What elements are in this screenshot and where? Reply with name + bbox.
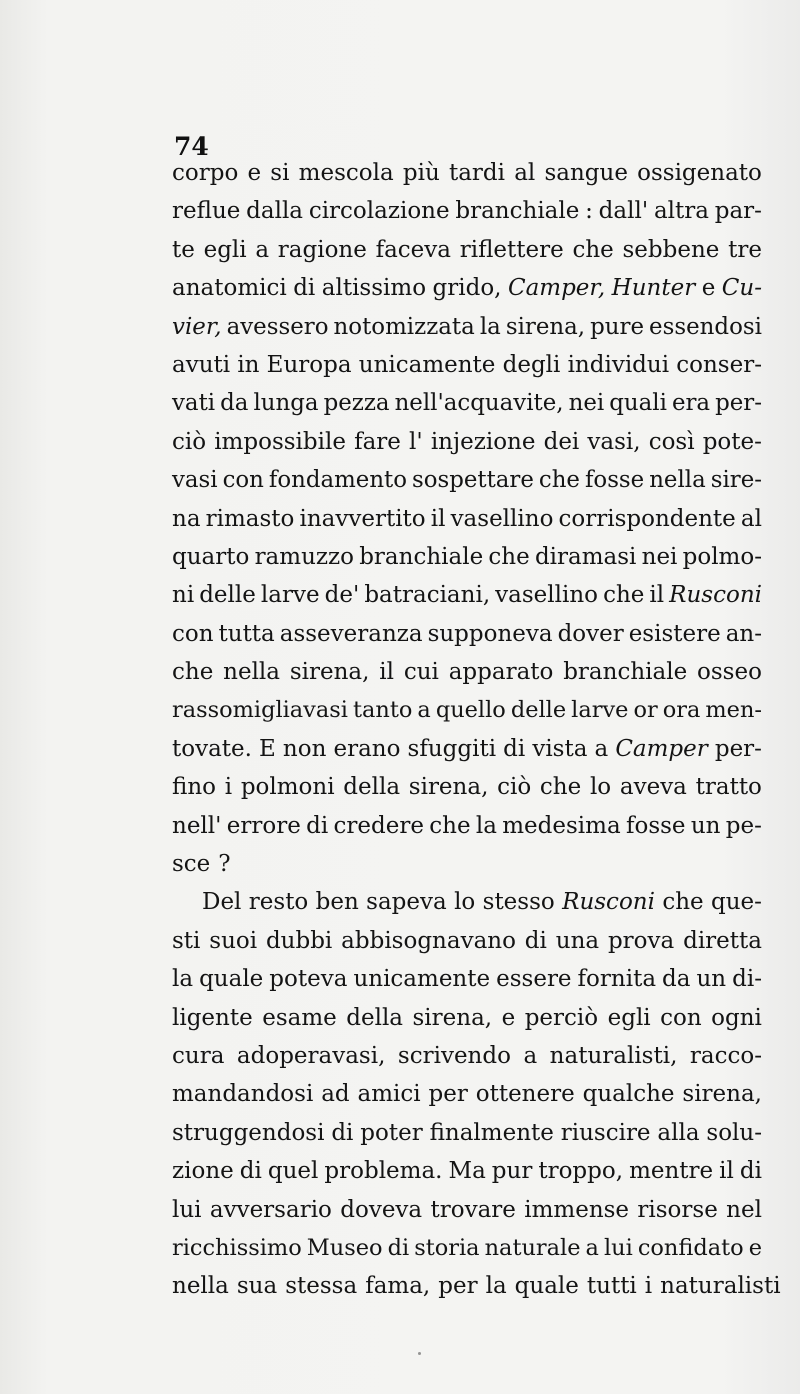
word: che [539,774,582,801]
word: Europa [266,351,352,378]
word: ogni [711,1004,762,1031]
word: circolazione [308,198,450,225]
word: lunga [253,390,319,417]
word: naturale [484,1234,581,1261]
word: a [594,735,609,762]
word: che [662,889,704,916]
word: confidato [637,1234,744,1261]
word: e [501,1004,516,1031]
word: vier, [172,313,222,340]
word: per [428,1081,468,1108]
text-line [172,1273,781,1311]
word: credere [333,812,424,839]
word: pure [590,313,645,340]
word: pezza [323,390,390,417]
word: che [538,467,580,494]
text-line [172,160,762,198]
ink-speck [418,1352,421,1355]
word: conser- [676,351,762,378]
word: rassomigliavasi [172,697,348,724]
word: della [343,774,401,801]
word: più [402,160,440,186]
word: di [306,812,329,839]
word: al [740,505,762,532]
word: era [671,390,711,417]
word: suoi [209,927,258,954]
word: finalmente [429,1119,554,1146]
word: sangue [544,160,628,186]
word: essendosi [649,313,762,340]
word: struggendosi [172,1119,325,1146]
text-line [172,352,762,390]
word: Ma [448,1158,486,1185]
word: sce [172,851,211,878]
word: il [379,659,394,686]
word: di [331,1119,354,1146]
text-line [172,621,762,659]
word: delle [199,582,256,609]
word: na [172,505,201,532]
word: fosse [584,467,645,494]
text-line [172,275,762,313]
word: scrivendo [397,1042,511,1069]
word: ottenere [475,1081,575,1108]
word: tratto [695,774,762,801]
word: pur [491,1158,533,1185]
word: ossigenato [637,160,762,186]
word: de' [324,582,360,609]
word: vasi [172,467,218,494]
word: E [259,735,276,762]
word: racco- [689,1042,762,1069]
text-line [172,390,762,428]
word: immense [524,1196,630,1223]
word: corrispondente [558,505,736,532]
word: pote- [702,428,762,455]
word: perciò [524,1004,599,1031]
word: con [222,467,264,494]
word: unicamente [353,966,491,993]
word: di [739,1158,762,1185]
word: così [648,428,695,455]
word: mandandosi [172,1081,314,1108]
word: notomizzata [333,313,475,340]
word: con [660,1004,702,1031]
text-line [172,813,762,851]
word: che [488,543,530,570]
text-line [172,467,762,505]
word: a [417,697,431,724]
word: diramasi [534,543,637,570]
word: fornita [577,966,657,993]
word: da [662,966,691,993]
word: che [172,659,214,686]
word: ragione [277,236,367,263]
word: Del [202,889,242,916]
word: nella [172,1273,229,1300]
text-line [172,736,762,774]
word: Museo [306,1234,383,1261]
word: tanto [352,697,413,724]
word: sua [236,1273,278,1300]
word: fino [172,774,217,801]
word: qualche [582,1081,675,1108]
word: nei [641,543,678,570]
word: nell' [172,812,222,839]
word: esame [262,1004,337,1031]
word: sirena, [289,659,370,686]
word: naturalisti [660,1273,781,1300]
word: e [701,275,716,302]
word: tardi [448,160,505,186]
word: quel [267,1158,319,1185]
text-line [172,1043,762,1081]
word: doveva [340,1196,423,1223]
word: medesima [502,812,621,839]
word: la [172,966,194,993]
word: stessa [285,1273,358,1300]
word: quali [609,390,667,417]
word: stesso [482,889,555,916]
word: dubbi [265,927,333,954]
word: vasellino [495,582,599,609]
word: apparato [448,659,554,686]
word: zione [172,1158,234,1185]
word: degli [502,351,561,378]
word: mescola [298,160,394,186]
word: naturalisti, [549,1042,678,1069]
word: di [239,1158,262,1185]
word: corpo [172,160,239,186]
word: risorse [637,1196,718,1223]
word: nella [223,659,280,686]
word: anatomici [172,275,287,302]
word: i [224,774,233,801]
word: sfuggiti [407,735,497,762]
word: tutta [218,620,275,647]
word: nell'acquavite, [394,390,564,417]
word: troppo, [538,1158,624,1185]
text-line [172,198,762,236]
word: avessero [226,313,329,340]
word: delle [510,697,567,724]
word: larve [260,582,320,609]
text-line [172,1235,762,1273]
word: e [247,160,262,186]
word: ciò [172,428,207,455]
word: la [479,313,501,340]
page-number: 74 [174,132,209,161]
word: unicamente [358,351,496,378]
word: faceva [375,236,451,263]
text-line [172,889,762,927]
word: la [485,1273,507,1300]
word: ciò [497,774,532,801]
word: amici [357,1081,421,1108]
word: quarto [172,543,250,570]
word: poteva [269,966,348,993]
word: vasellino [450,505,554,532]
word: vati [172,390,216,417]
word: sebbene [622,236,720,263]
word: una [555,927,600,954]
word: fosse [625,812,686,839]
word: ligente [172,1004,253,1031]
word: dalla [246,198,304,225]
word: cui [403,659,439,686]
word: branchiale [563,659,688,686]
word: il [719,1158,734,1185]
word: tre [728,236,762,263]
word: si [270,160,290,186]
word: per- [714,735,762,762]
word: sospettare [412,467,534,494]
word: sti [172,927,201,954]
word: la [475,812,497,839]
word: resto [248,889,309,916]
text-line [172,506,762,544]
word: dover [557,620,624,647]
word: nella [649,467,706,494]
text-line [172,1081,762,1119]
word: un [690,812,721,839]
word: avuti [172,351,231,378]
word: vasi, [587,428,641,455]
word: problema. [324,1158,443,1185]
word: quale [199,966,264,993]
word: reflue [172,198,241,225]
text-line [172,659,762,697]
word: ora [662,697,701,724]
word: nel [726,1196,762,1223]
word: pe- [725,812,762,839]
text-line [172,429,762,467]
word: sapeva [366,889,447,916]
word: rimasto [205,505,295,532]
word: altra [653,198,709,225]
word: errore [226,812,301,839]
text-line [172,582,762,620]
word: altissimo [321,275,427,302]
word: dei [543,428,580,455]
word: di [387,1234,410,1261]
text-line [172,544,762,582]
word: avversario [209,1196,332,1223]
word: te [172,236,195,263]
word: quale [514,1273,579,1300]
text-line [172,1197,762,1235]
word: branchiale [359,543,484,570]
word: branchiale [455,198,580,225]
word: nei [568,390,605,417]
word: diretta [683,927,762,954]
word: che [572,236,614,263]
word: polmo- [682,543,762,570]
text-line [172,237,762,275]
word: a [255,236,270,263]
word: inavvertito [299,505,426,532]
word: con [172,620,214,647]
word: per- [715,390,762,417]
word: al [514,160,536,186]
word: un [696,966,727,993]
word: da [220,390,249,417]
word: or [633,697,658,724]
word: lo [454,889,476,916]
word: sirena, [408,774,489,801]
word: : [585,198,593,225]
word: il [649,582,665,609]
word: lui [603,1234,633,1261]
word: non [282,735,327,762]
text-line [172,928,762,966]
word: l' [409,428,423,455]
word: par- [714,198,762,225]
word: ramuzzo [254,543,354,570]
word: abbisognavano [341,927,516,954]
text-line [172,697,762,735]
text-line [172,1120,762,1158]
word: fondamento [268,467,408,494]
word: Rusconi [669,582,762,609]
word: ? [218,851,231,878]
word: prova [607,927,675,954]
word: di [503,735,526,762]
word: Cu- [721,275,762,302]
word: impossibile [214,428,346,455]
word: batraciani, [364,582,491,609]
word: vista [532,735,588,762]
text-line [172,851,762,889]
word: che [603,582,645,609]
word: riuscire [560,1119,651,1146]
word: di [293,275,316,302]
text-line [172,1158,762,1196]
text-line [172,1005,762,1043]
word: a [523,1042,538,1069]
word: solu- [706,1119,762,1146]
text-line [172,966,762,1004]
body-text [172,160,781,1312]
text-line [172,314,762,352]
word: erano [333,735,401,762]
word: mentre [629,1158,714,1185]
word: ad [321,1081,350,1108]
word: que- [711,889,762,916]
word: individui [567,351,670,378]
word: larve [571,697,629,724]
word: trovare [430,1196,516,1223]
word: egli [607,1004,651,1031]
word: cura [172,1042,225,1069]
word: ricchissimo [172,1234,302,1261]
word: lui [172,1196,202,1223]
word: riflettere [459,236,564,263]
word: men- [705,697,762,724]
word: lo [589,774,612,801]
word: grido, [432,275,502,302]
word: egli [203,236,247,263]
word: polmoni [240,774,335,801]
word: poter [360,1119,423,1146]
word: aveva [619,774,687,801]
word: Camper, [507,275,606,302]
word: essere [496,966,572,993]
word: della [346,1004,404,1031]
word: storia [414,1234,480,1261]
word: che [429,812,471,839]
text-line [172,774,762,812]
word: sirena, [412,1004,493,1031]
word: sirena, [682,1081,762,1108]
word: il [430,505,446,532]
word: Rusconi [562,889,655,916]
word: di [524,927,547,954]
word: osseo [697,659,762,686]
word: esistere [628,620,721,647]
word: fama, [365,1273,431,1300]
word: di- [732,966,762,993]
word: injezione [430,428,536,455]
word: dall' [598,198,649,225]
word: ben [315,889,359,916]
word: sirena, [505,313,586,340]
word: i [644,1273,653,1300]
word: fare [354,428,401,455]
word: sire- [710,467,762,494]
word: supponeva [427,620,553,647]
word: e [748,1234,762,1261]
word: Camper [615,735,708,762]
word: asseveranza [279,620,423,647]
word: alla [657,1119,700,1146]
word: an- [725,620,762,647]
word: in [237,351,260,378]
word: ni [172,582,195,609]
word: tutti [586,1273,637,1300]
word: quello [435,697,506,724]
word: a [585,1234,599,1261]
word: per [438,1273,478,1300]
word: adoperavasi, [236,1042,386,1069]
word: Hunter [611,275,696,302]
word: tovate. [172,735,252,762]
